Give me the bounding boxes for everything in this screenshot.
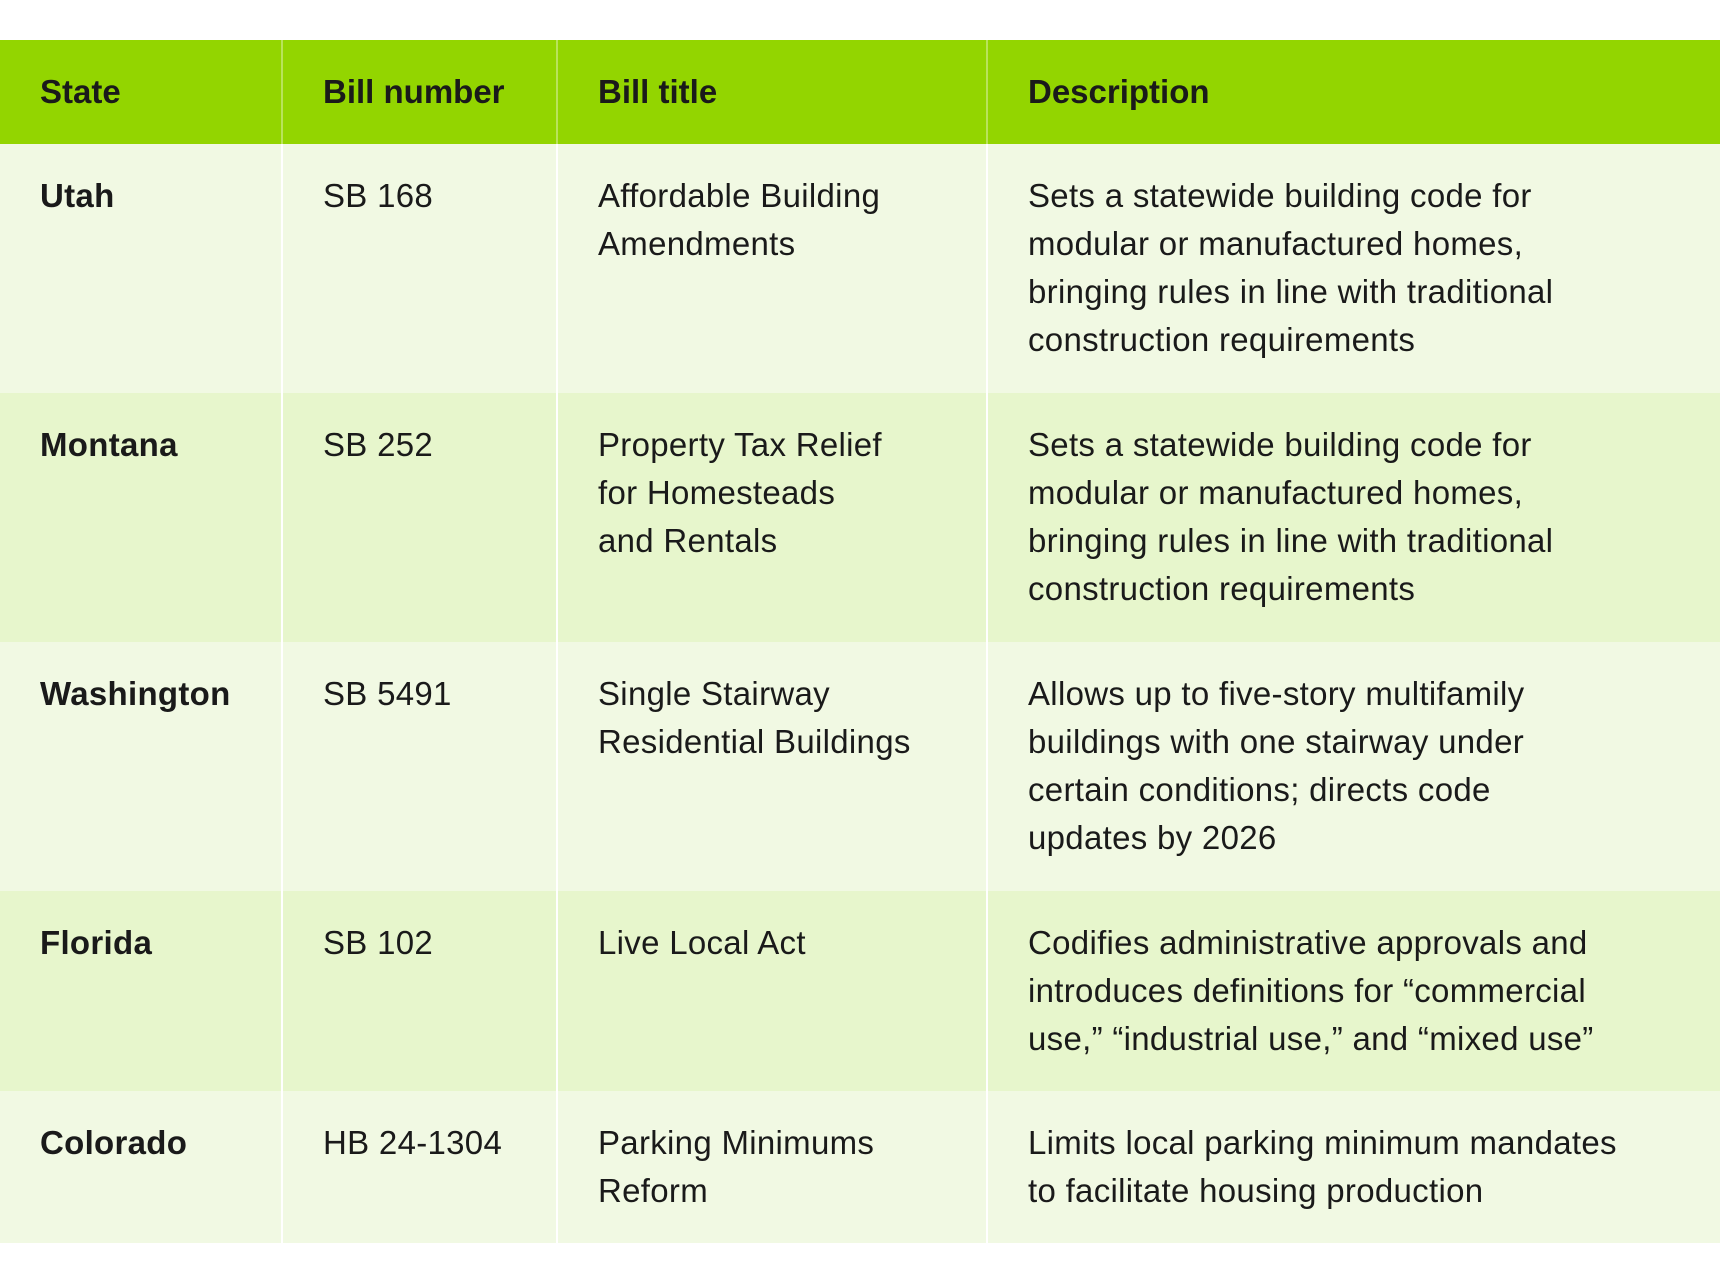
description-cell: Allows up to five-story multifamily buildings with one stairway under certain conditions; directs code updates by 2026: [987, 642, 1720, 891]
state-cell: Utah: [40, 177, 115, 214]
header-row: [0, 40, 1720, 144]
state-cell: Florida: [40, 924, 153, 961]
table-body: [0, 144, 1720, 1243]
table-row: [0, 1091, 1720, 1243]
header-bill-title: Bill title: [557, 40, 987, 144]
bill-title-cell: Single Stairway Residential Buildings: [557, 642, 987, 891]
bill-title-cell: Live Local Act: [557, 891, 987, 1091]
table-row: [0, 144, 1720, 393]
header-state: State: [40, 73, 121, 110]
bill-number-cell: SB 252: [282, 393, 557, 642]
bill-number-cell: SB 5491: [282, 642, 557, 891]
bill-title-cell: Parking Minimums Reform: [557, 1091, 987, 1243]
header-bill-number: Bill number: [282, 40, 557, 144]
bill-number-cell: SB 168: [282, 144, 557, 393]
bill-number-cell: HB 24-1304: [282, 1091, 557, 1243]
bill-title-cell: Property Tax Relief for Homesteads and Rentals: [557, 393, 987, 642]
table-row: [0, 642, 1720, 891]
table-row: [0, 393, 1720, 642]
bill-title-cell: Affordable Building Amendments: [557, 144, 987, 393]
table-header: [0, 40, 1720, 144]
description-cell: Codifies administrative approvals and introduces definitions for “commercial use,” “industrial use,” and “mixed use”: [987, 891, 1720, 1091]
state-cell: Colorado: [40, 1124, 188, 1161]
description-cell: Sets a statewide building code for modular or manufactured homes, bringing rules in line with traditional construction requirements: [987, 393, 1720, 642]
state-bills-table-container: [0, 40, 1720, 1243]
state-bills-table: [0, 40, 1720, 1243]
header-description: Description: [987, 40, 1720, 144]
bill-number-cell: SB 102: [282, 891, 557, 1091]
table-row: [0, 891, 1720, 1091]
description-cell: Sets a statewide building code for modular or manufactured homes, bringing rules in line with traditional construction requirements: [987, 144, 1720, 393]
state-cell: Washington: [40, 675, 231, 712]
state-cell: Montana: [40, 426, 178, 463]
description-cell: Limits local parking minimum mandates to facilitate housing production: [987, 1091, 1720, 1243]
